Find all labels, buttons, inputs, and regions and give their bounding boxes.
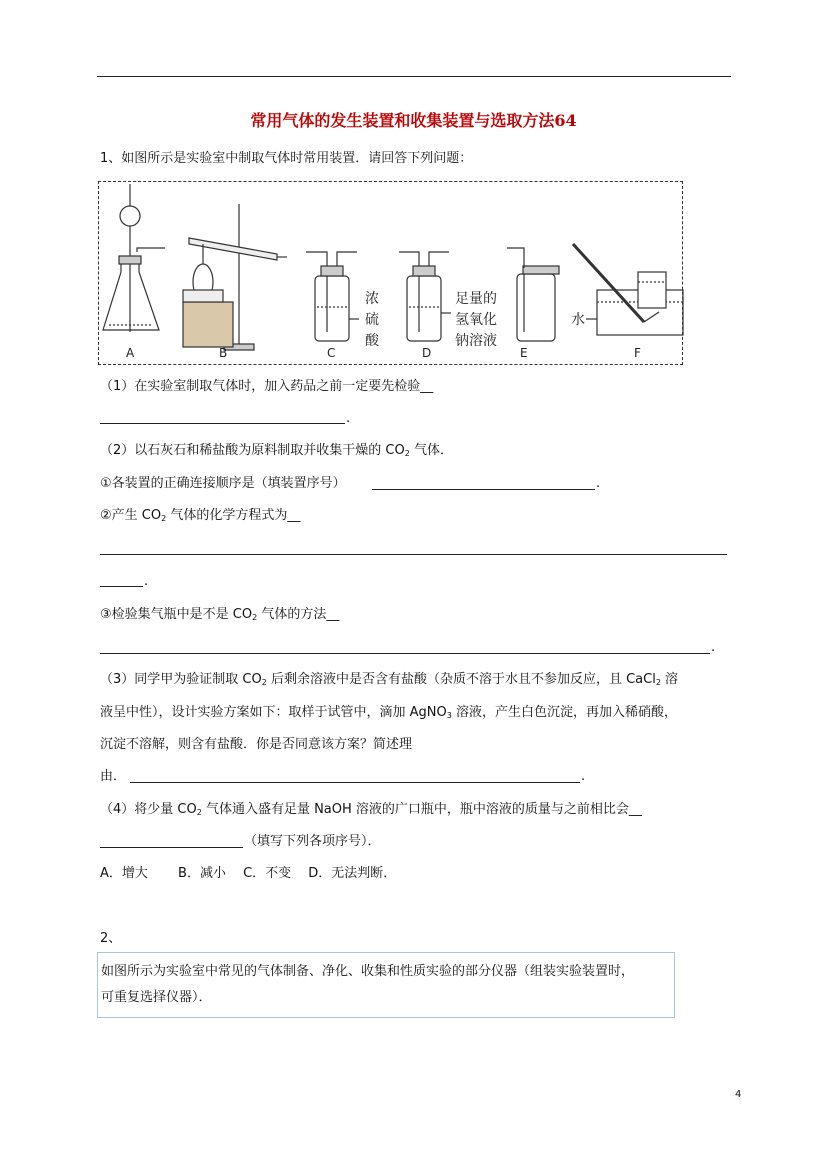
q1-part2-2-blank-a [100, 554, 727, 555]
q1-part3-end: . [581, 769, 586, 784]
q1-part3-line2: 液呈中性），设计实验方案如下：取样于试管中，滴加 AgNO$_3$ 溶液，产生白色沉淀，再加入稀硝酸， [100, 705, 677, 720]
q1-part2-1: ①各装置的正确连接顺序是（填装置序号） [100, 476, 346, 491]
q1-options: A．增大 B．减小 C．不变 D．无法判断． [100, 866, 397, 881]
question-2-textbox [97, 952, 675, 1018]
label-f: F [634, 346, 641, 360]
q1-part2-2: ②产生 $CO_2$ 气体的化学方程式为__ [100, 508, 301, 523]
apparatus-f-trough [573, 244, 683, 335]
page-number: 4 [735, 1089, 742, 1100]
q1-part4: （4）将少量 $CO_2$ 气体通入盛有足量 NaOH 溶液的广口瓶中，瓶中溶液的质量与之前相比会__ [100, 802, 642, 817]
q1-part2-2-end: . [144, 574, 149, 589]
q1-part2-2-blank-b [100, 586, 143, 587]
question-2-number: 2、 [100, 931, 122, 946]
page-title: 常用气体的发生装置和收集装置与选取方法64 [250, 111, 577, 130]
apparatus-drawing [99, 182, 684, 366]
label-b: B [219, 346, 228, 360]
d-reagent-2: 氢氧化 [455, 312, 497, 328]
question-2-line2: 可重复选择仪器）． [101, 990, 212, 1005]
apparatus-d-bottle [399, 252, 451, 341]
f-water-label: 水 [571, 312, 585, 328]
q1-part2: （2）以石灰石和稀盐酸为原料制取并收集干燥的 $CO_2$ 气体． [100, 443, 453, 458]
question-2-line1: 如图所示为实验室中常见的气体制备、净化、收集和性质实验的部分仪器（组装实验装置时， [101, 964, 635, 979]
apparatus-c-bottle [306, 252, 359, 341]
q1-part2-3: ③检验集气瓶中是不是 $CO_2$ 气体的方法__ [100, 607, 340, 622]
label-a: A [126, 346, 135, 360]
q1-part3-blank [130, 782, 580, 783]
label-d: D [422, 346, 432, 360]
question-1-stem: 1、如图所示是实验室中制取气体时常用装置．请回答下列问题： [100, 151, 473, 166]
q1-part3-line4: 由． [100, 769, 127, 784]
q1-part3-line1: （3）同学甲为验证制取 $CO_2$ 后剩余溶液中是否含有盐酸（杂质不溶于水且不参加反应，且 CaCl$_2$ 溶 [100, 672, 679, 687]
apparatus-e-bottle [507, 248, 559, 341]
label-e: E [520, 346, 528, 360]
apparatus-b-heating [183, 204, 287, 350]
header-rule [97, 76, 731, 77]
q1-part3-line3: 沉淀不溶解，则含有盐酸．你是否同意该方案？简述理 [100, 737, 413, 752]
q1-part2-1-end: . [596, 476, 601, 491]
apparatus-figure [98, 181, 683, 365]
c-reagent-3: 酸 [365, 333, 379, 349]
d-reagent-3: 钠溶液 [455, 333, 497, 349]
c-reagent-2: 硫 [365, 312, 379, 328]
apparatus-a-flask [103, 184, 165, 332]
q1-part1-blank [100, 423, 345, 424]
label-c: C [327, 346, 336, 360]
q1-part1: （1）在实验室制取气体时，加入药品之前一定要先检验__ [100, 379, 434, 394]
q1-part2-3-end: . [711, 640, 716, 655]
q1-part4-blank [100, 847, 243, 848]
q1-part1-end: . [346, 411, 351, 426]
q1-part2-3-blank [100, 653, 710, 654]
q1-part4-line2: （填写下列各项序号）． [244, 834, 381, 849]
q1-part2-1-blank [372, 489, 595, 490]
c-reagent-1: 浓 [365, 291, 379, 307]
d-reagent-1: 足量的 [455, 291, 497, 307]
